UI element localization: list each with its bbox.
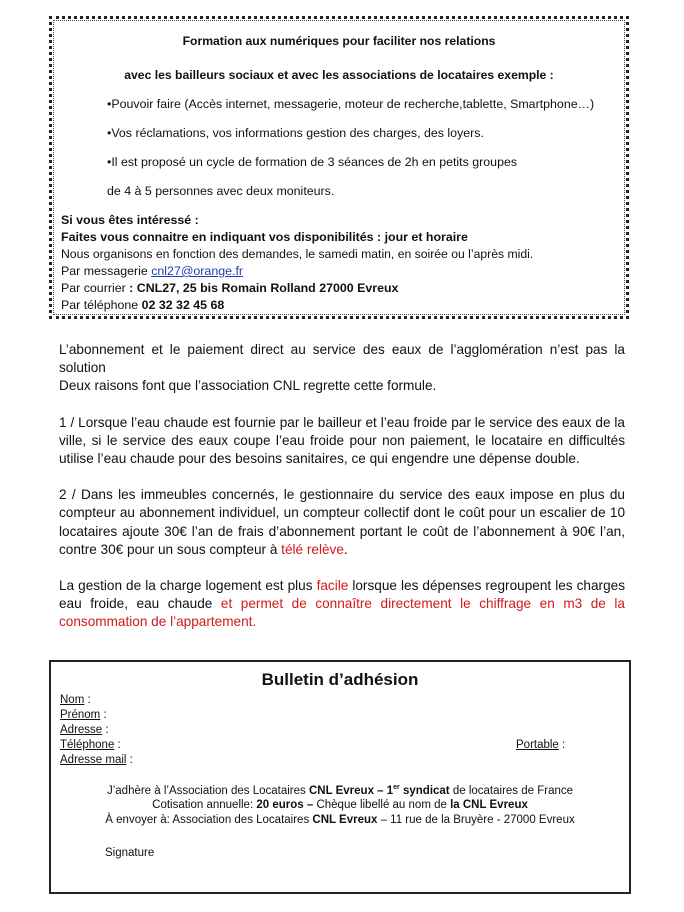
cotisation-d: la CNL Evreux [450,799,528,811]
field-adresse-label: Adresse [60,724,103,736]
paragraph-1b: Deux raisons font que l’association CNL regrette cette formule. [59,378,437,394]
paragraph-3-end: . [343,541,348,557]
article [59,341,625,632]
bullet-3: •Il est proposé un cycle de formation de 3 séances de 2h en petits groupes [107,155,518,169]
organize-text: Nous organisons en fonction des demandes, le samedi matin, en soirée ou l’après midi. [61,247,534,261]
training-box [49,16,629,319]
mail-label: Par courrier [61,281,130,295]
cotisation-a: Cotisation annuelle: [152,799,257,811]
paragraph-3 [59,486,625,559]
membership-form [49,660,631,894]
paragraph-4 [59,577,625,632]
signature-label: Signature [105,847,155,859]
paragraph-4-b: lorsque les dépenses regroupent les charges eau froide, eau chaude [59,578,625,612]
send-to-b: CNL Evreux [312,814,378,826]
adhesion-line-a: J’adhère à l’Association des Locataires [106,784,309,797]
cotisation-c: Chèque libellé au nom de [313,799,451,811]
paragraph-4-red-1: facile [316,578,349,594]
bullet-3-continuation: de 4 à 5 personnes avec deux moniteurs. [107,184,335,198]
cotisation-b: 20 euros – [256,799,314,811]
field-email[interactable]: Adresse mail : [60,754,133,766]
box-title-1: Formation aux numériques pour faciliter nos relations [182,34,496,48]
adhesion-line-b: CNL Evreux – 1 [308,784,394,797]
field-prenom[interactable]: Prénom : [60,709,107,721]
field-telephone[interactable]: Téléphone : [60,739,121,751]
contact-email-line [61,264,243,278]
paragraph-4-a: La gestion de la charge logement est plus [59,578,317,594]
mail-address: : CNL27, 25 bis Romain Rolland 27000 Evreux [129,281,399,295]
contact-phone-line [61,298,224,312]
cotisation-line [51,799,629,811]
form-title: Bulletin d’adhésion [261,670,419,689]
field-portable-label: Portable [516,739,559,751]
phone-label: Par téléphone [61,298,142,312]
field-portable[interactable]: Portable : [516,739,566,751]
field-nom-label: Nom [60,694,85,706]
field-prenom-label: Prénom [60,709,101,721]
paragraph-1a: L’abonnement et le paiement direct au service des eaux de l’agglomération n’est pas la solution [59,342,625,376]
adhesion-line [51,784,629,797]
paragraph-4-red-2: et permet de connaître directement le chiffrage en m3 de la consommation de l’appartement. [59,596,625,630]
paragraph-3-text: 2 / Dans les immeubles concernés, le gestionnaire du service des eaux impose en plus du compteur au abonnement individuel, un compteur collectif dont le coût pour un escalier de 10 locataires ajoute 30€ l’an de frais d’abonnement portant le coût de l’abonnement à 90€ l’an, contre 30€ pour un sous compteur à [59,487,625,557]
bullet-1: •Pouvoir faire (Accès internet, messagerie, moteur de recherche,tablette, Smartphone…) [107,97,595,111]
phone-number: 02 32 32 45 68 [141,298,225,312]
send-to-c: – 11 rue de la Bruyère - 27000 Evreux [377,814,575,826]
make-known: Faites vous connaitre en indiquant vos disponibilités : jour et horaire [61,230,468,244]
send-to-a: À envoyer à: Association des Locataires [105,814,313,826]
field-telephone-label: Téléphone [60,739,115,751]
email-label: Par messagerie [61,264,152,278]
adhesion-line-c: syndicat [399,784,450,797]
field-nom[interactable]: Nom : [60,694,91,706]
paragraph-2: 1 / Lorsque l’eau chaude est fournie par le bailleur et l’eau froide par le service des eaux de la ville, si le service des eaux coupe l’eau froide pour non paiement, le locataire en difficultés utilise l’eau chaude pour des besoins sanitaires, ce qui engendre une dépense double. [59,414,625,467]
box-title-2: avec les bailleurs sociaux et avec les associations de locataires exemple : [124,68,554,82]
field-adresse[interactable]: Adresse : [60,724,109,736]
contact-mail-line [61,281,398,295]
interest-heading: Si vous êtes intéressé : [61,213,199,227]
adhesion-line-d: de locataires de France [449,784,574,797]
adhesion-line-sup: er [393,784,400,791]
email-link[interactable]: cnl27@orange.fr [151,264,244,278]
tele-releve: télé relève [281,541,344,557]
send-to-line [51,814,629,826]
bullet-2: •Vos réclamations, vos informations gestion des charges, des loyers. [107,126,484,140]
field-email-label: Adresse mail [60,754,127,766]
